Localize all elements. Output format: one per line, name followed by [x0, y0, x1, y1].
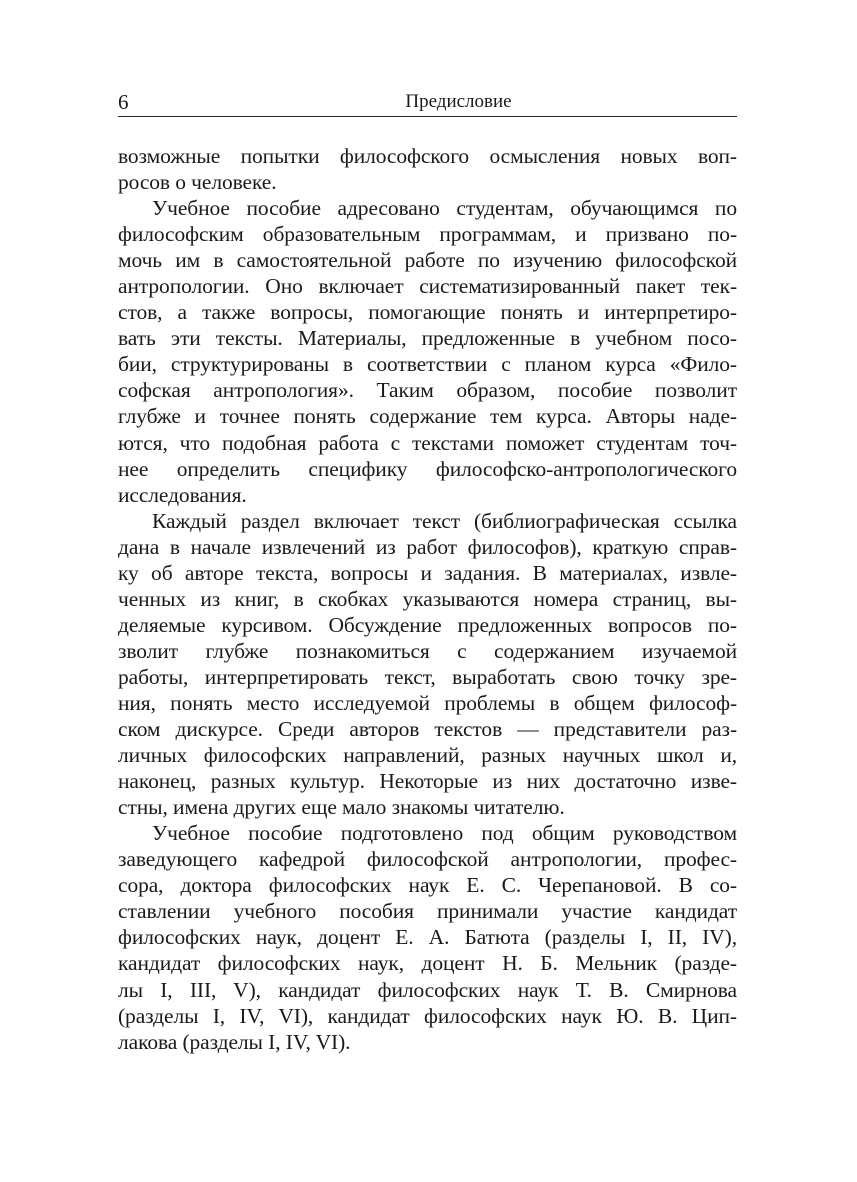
text-line: сора, доктора философских наук Е. С. Черепановой. В со- [118, 873, 737, 898]
text-line: философским образовательным программам, и призвано по- [118, 222, 737, 247]
text-line: наконец, разных культур. Некоторые из них достаточно изве- [118, 769, 737, 794]
text-line: (разделы I, IV, VI), кандидат философских наук Ю. В. Цип- [118, 1003, 737, 1028]
text-line: кандидат философских наук, доцент Н. Б. Мельник (разде- [118, 951, 737, 976]
text-line: заведующего кафедрой философской антропологии, профес- [118, 847, 737, 872]
text-line: антропологии. Оно включает систематизированный пакет тек- [118, 274, 737, 299]
page-header [118, 88, 737, 117]
text-line: глубже и точнее понять содержание тем курса. Авторы наде- [118, 404, 737, 429]
text-line: Учебное пособие адресовано студентам, обучающимся по [152, 196, 737, 221]
text-line: ченных из книг, в скобках указываются номера страниц, вы- [118, 586, 737, 611]
text-line: ском дискурсе. Среди авторов текстов — представители раз- [118, 717, 737, 742]
text-line: лакова (разделы I, IV, VI). [118, 1029, 351, 1054]
text-line: ния, понять место исследуемой проблемы в общем философ- [118, 690, 737, 715]
text-line: нее определить специфику философско-антропологического [118, 456, 737, 481]
text-line: Учебное пособие подготовлено под общим руководством [152, 821, 737, 846]
text-line: стны, имена других еще мало знакомы читателю. [118, 795, 565, 820]
text-line: ются, что подобная работа с текстами поможет студентам точ- [118, 430, 737, 455]
text-line: зволит глубже познакомиться с содержанием изучаемой [118, 638, 737, 663]
text-line: лы I, III, V), кандидат философских наук Т. В. Смирнова [118, 977, 737, 1002]
text-line: работы, интерпретировать текст, выработать свою точку зре- [118, 664, 737, 689]
text-line: возможные попытки философского осмысления новых воп- [118, 144, 737, 168]
text-line: личных философских направлений, разных научных школ и, [118, 743, 737, 768]
text-line: философских наук, доцент Е. А. Батюта (разделы I, II, IV), [118, 925, 737, 950]
text-line: росов о человеке. [118, 170, 277, 195]
text-line: ку об авторе текста, вопросы и задания. В материалах, извле- [118, 560, 737, 585]
running-title: Предисловие [405, 91, 512, 112]
text-line: ставлении учебного пособия принимали участие кандидат [118, 899, 737, 924]
body-text [118, 143, 737, 1055]
text-line: дана в начале извлечений из работ философов), краткую справ- [118, 534, 737, 559]
text-line: стов, а также вопросы, помогающие понять и интерпретиро- [118, 300, 737, 325]
text-line: бии, структурированы в соответствии с планом курса «Фило- [118, 352, 737, 377]
text-line: Каждый раздел включает текст (библиографическая ссылка [152, 508, 737, 533]
text-line: исследования. [118, 482, 247, 507]
text-line: софская антропология». Таким образом, пособие позволит [118, 378, 737, 403]
text-line: вать эти тексты. Материалы, предложенные в учебном посо- [118, 326, 737, 351]
text-line: деляемые курсивом. Обсуждение предложенных вопросов по- [118, 612, 737, 637]
text-line: мочь им в самостоятельной работе по изучению философской [118, 248, 737, 273]
page-number: 6 [118, 90, 129, 114]
